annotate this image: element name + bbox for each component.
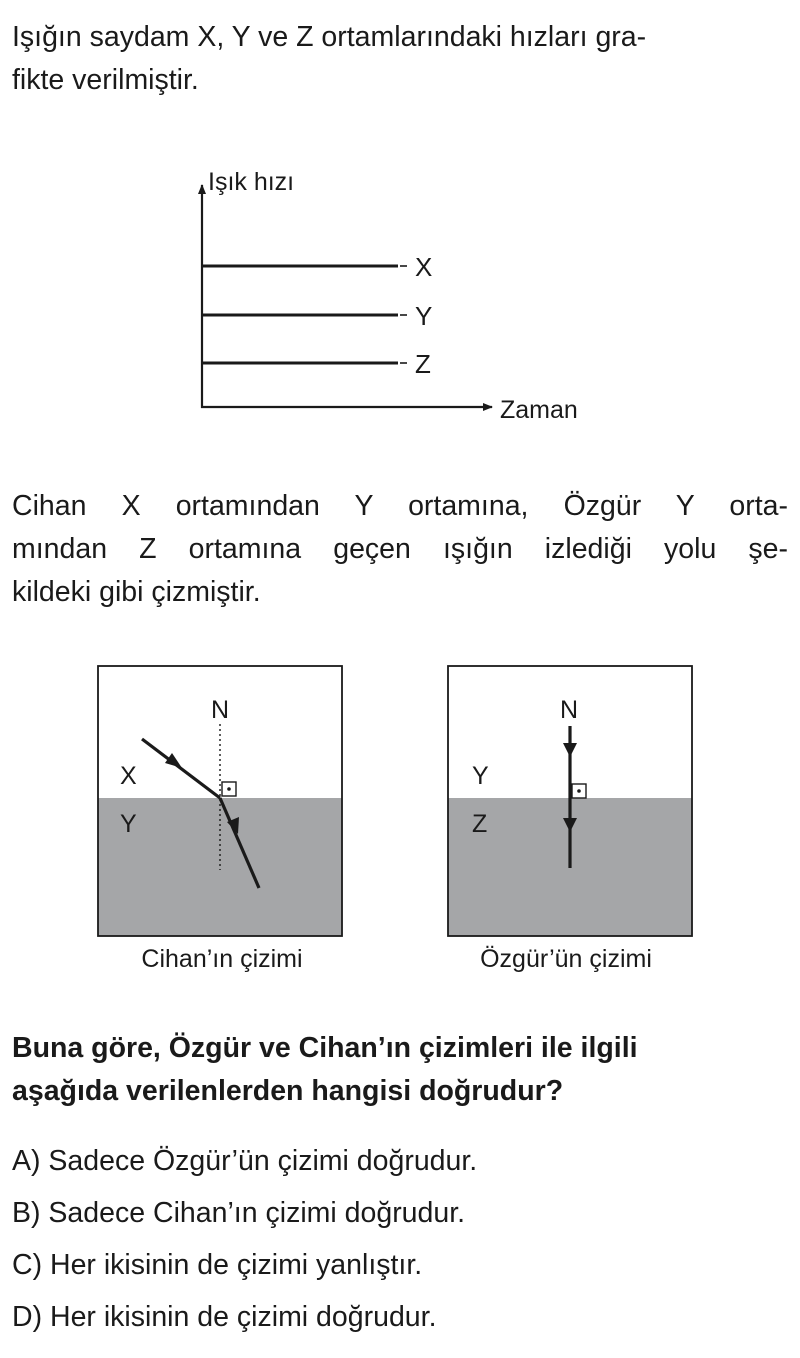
option-a[interactable] <box>12 1145 477 1178</box>
intro-line-1: Işığın saydam X, Y ve Z ortamlarındaki hızları gra- <box>12 21 647 53</box>
x-axis-label: Zaman <box>500 396 578 420</box>
question-line-1: Buna göre, Özgür ve Cihan’ın çizimleri ile ilgili <box>12 1032 638 1064</box>
ozgur-normal-label: N <box>559 696 579 724</box>
speed-time-graph <box>0 160 800 420</box>
speed-line-x-label: X <box>415 252 433 282</box>
cihan-normal-label: N <box>210 696 230 724</box>
ozgur-top-medium-label: Y <box>472 762 489 790</box>
story-line-2: mından Z ortamına geçen ışığın izlediği yolu şe- <box>12 533 788 565</box>
intro-paragraph <box>12 16 788 102</box>
option-c-text: Her ikisinin de çizimi yanlıştır. <box>50 1249 423 1281</box>
ozgur-right-angle-dot <box>577 789 581 793</box>
cihan-incident-arrow-icon <box>165 753 182 768</box>
intro-line-2: fikte verilmiştir. <box>12 64 199 96</box>
option-b[interactable] <box>12 1197 465 1230</box>
speed-line-z-label: Z <box>415 349 431 379</box>
option-d-text: Her ikisinin de çizimi doğrudur. <box>50 1301 437 1333</box>
option-d-letter: D) <box>12 1301 43 1333</box>
refraction-drawings <box>0 660 800 980</box>
story-paragraph <box>12 485 788 614</box>
option-a-text: Sadece Özgür’ün çizimi doğrudur. <box>48 1145 478 1177</box>
cihan-incident-ray <box>142 739 220 798</box>
cihan-bottom-medium-label: Y <box>120 810 137 838</box>
ozgur-drawing <box>448 666 692 973</box>
option-b-letter: B) <box>12 1197 41 1229</box>
speed-line-y-label: Y <box>415 301 433 331</box>
option-c[interactable] <box>12 1249 422 1282</box>
ozgur-bottom-medium-label: Z <box>472 810 488 838</box>
story-line-3: kildeki gibi çizmiştir. <box>12 576 261 608</box>
question-stem <box>12 1027 788 1113</box>
option-d[interactable] <box>12 1301 437 1334</box>
question-line-2: aşağıda verilenlerden hangisi doğrudur? <box>12 1075 564 1107</box>
option-b-text: Sadece Cihan’ın çizimi doğrudur. <box>48 1197 466 1229</box>
ozgur-incident-arrow-icon <box>563 743 577 757</box>
cihan-drawing <box>98 666 342 973</box>
story-line-1: Cihan X ortamından Y ortamına, Özgür Y orta- <box>12 490 788 522</box>
option-c-letter: C) <box>12 1249 43 1281</box>
ozgur-caption: Özgür’ün çizimi <box>480 945 652 973</box>
option-a-letter: A) <box>12 1145 41 1177</box>
cihan-top-medium-label: X <box>120 762 137 790</box>
cihan-right-angle-dot <box>227 787 231 791</box>
cihan-caption: Cihan’ın çizimi <box>141 945 303 973</box>
y-axis-label: Işık hızı <box>208 168 295 196</box>
